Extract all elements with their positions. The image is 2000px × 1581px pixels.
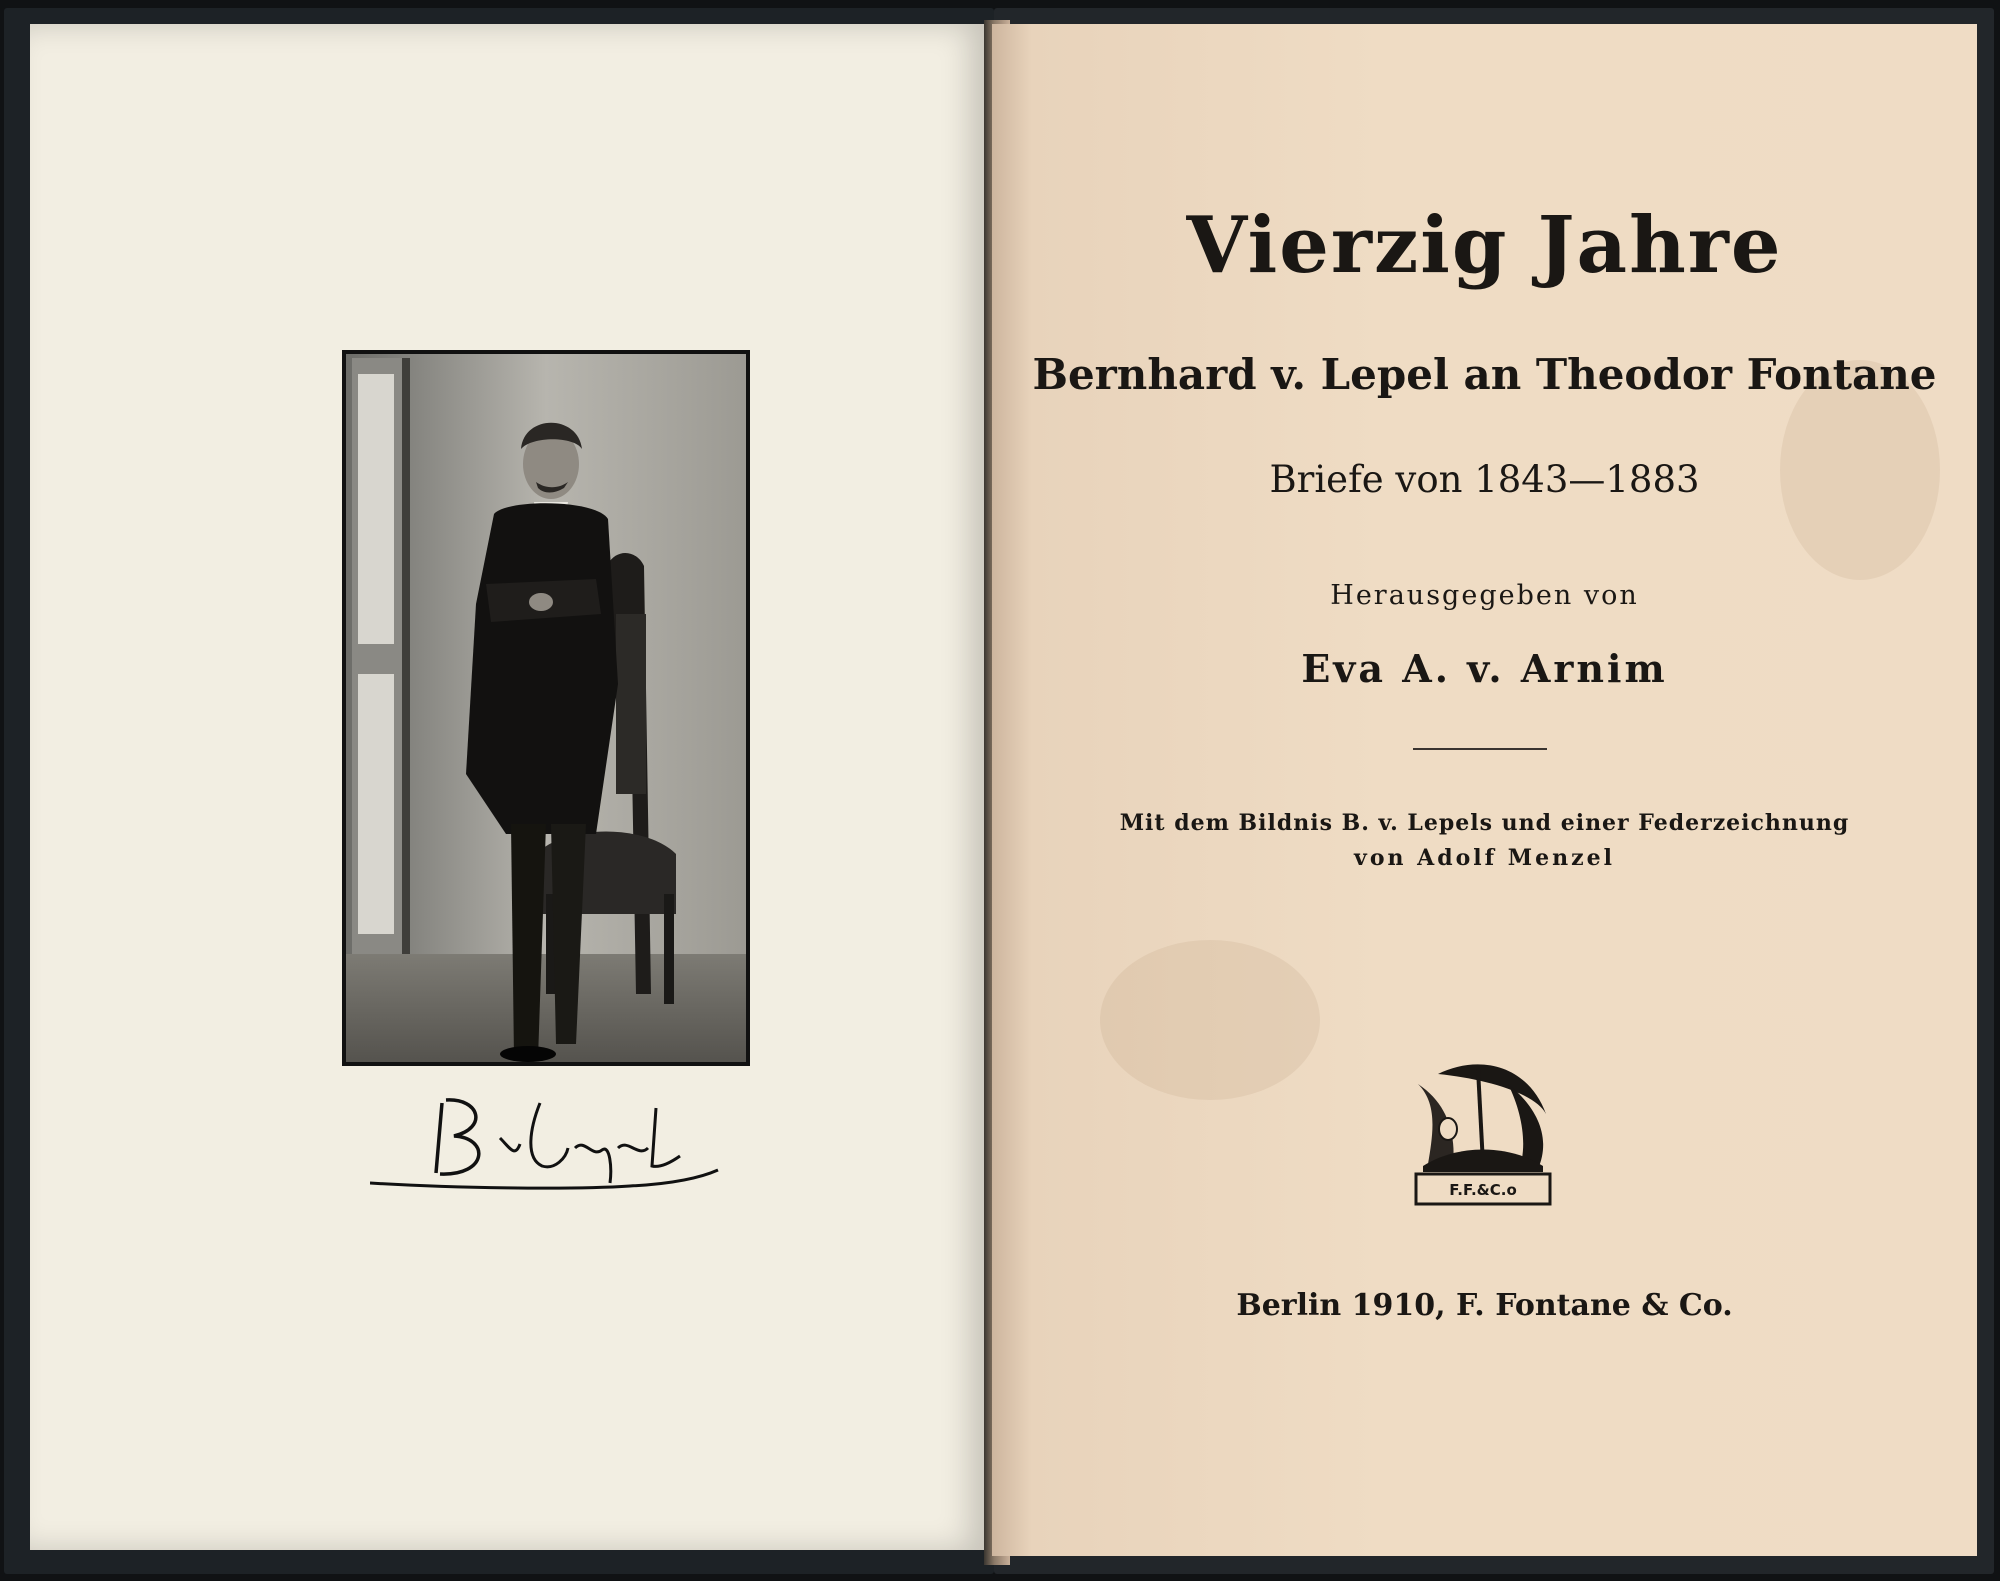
portrait-image — [346, 354, 746, 1062]
publisher-mark — [1408, 1054, 1558, 1210]
author-signature — [370, 1088, 730, 1198]
illustration-note-line2: von Adolf Menzel — [1354, 845, 1615, 871]
portrait-photograph — [342, 350, 750, 1066]
paper-stain — [1100, 940, 1320, 1100]
divider-rule — [1413, 748, 1547, 750]
illustration-note-line1: Mit dem Bildnis B. v. Lepels und einer Federzeichnung — [1119, 810, 1850, 836]
letters-date-range: Briefe von 1843—1883 — [1269, 458, 1700, 501]
book-title: Vierzig Jahre — [1186, 200, 1783, 291]
editor-label: Herausgegeben von — [1330, 580, 1639, 611]
publisher-imprint: Berlin 1910, F. Fontane & Co. — [1236, 1288, 1733, 1323]
editor-name: Eva A. v. Arnim — [1301, 646, 1668, 691]
publisher-mark-text: F.F.&C.o — [1449, 1181, 1517, 1199]
book-subtitle: Bernhard v. Lepel an Theodor Fontane — [1032, 350, 1937, 399]
